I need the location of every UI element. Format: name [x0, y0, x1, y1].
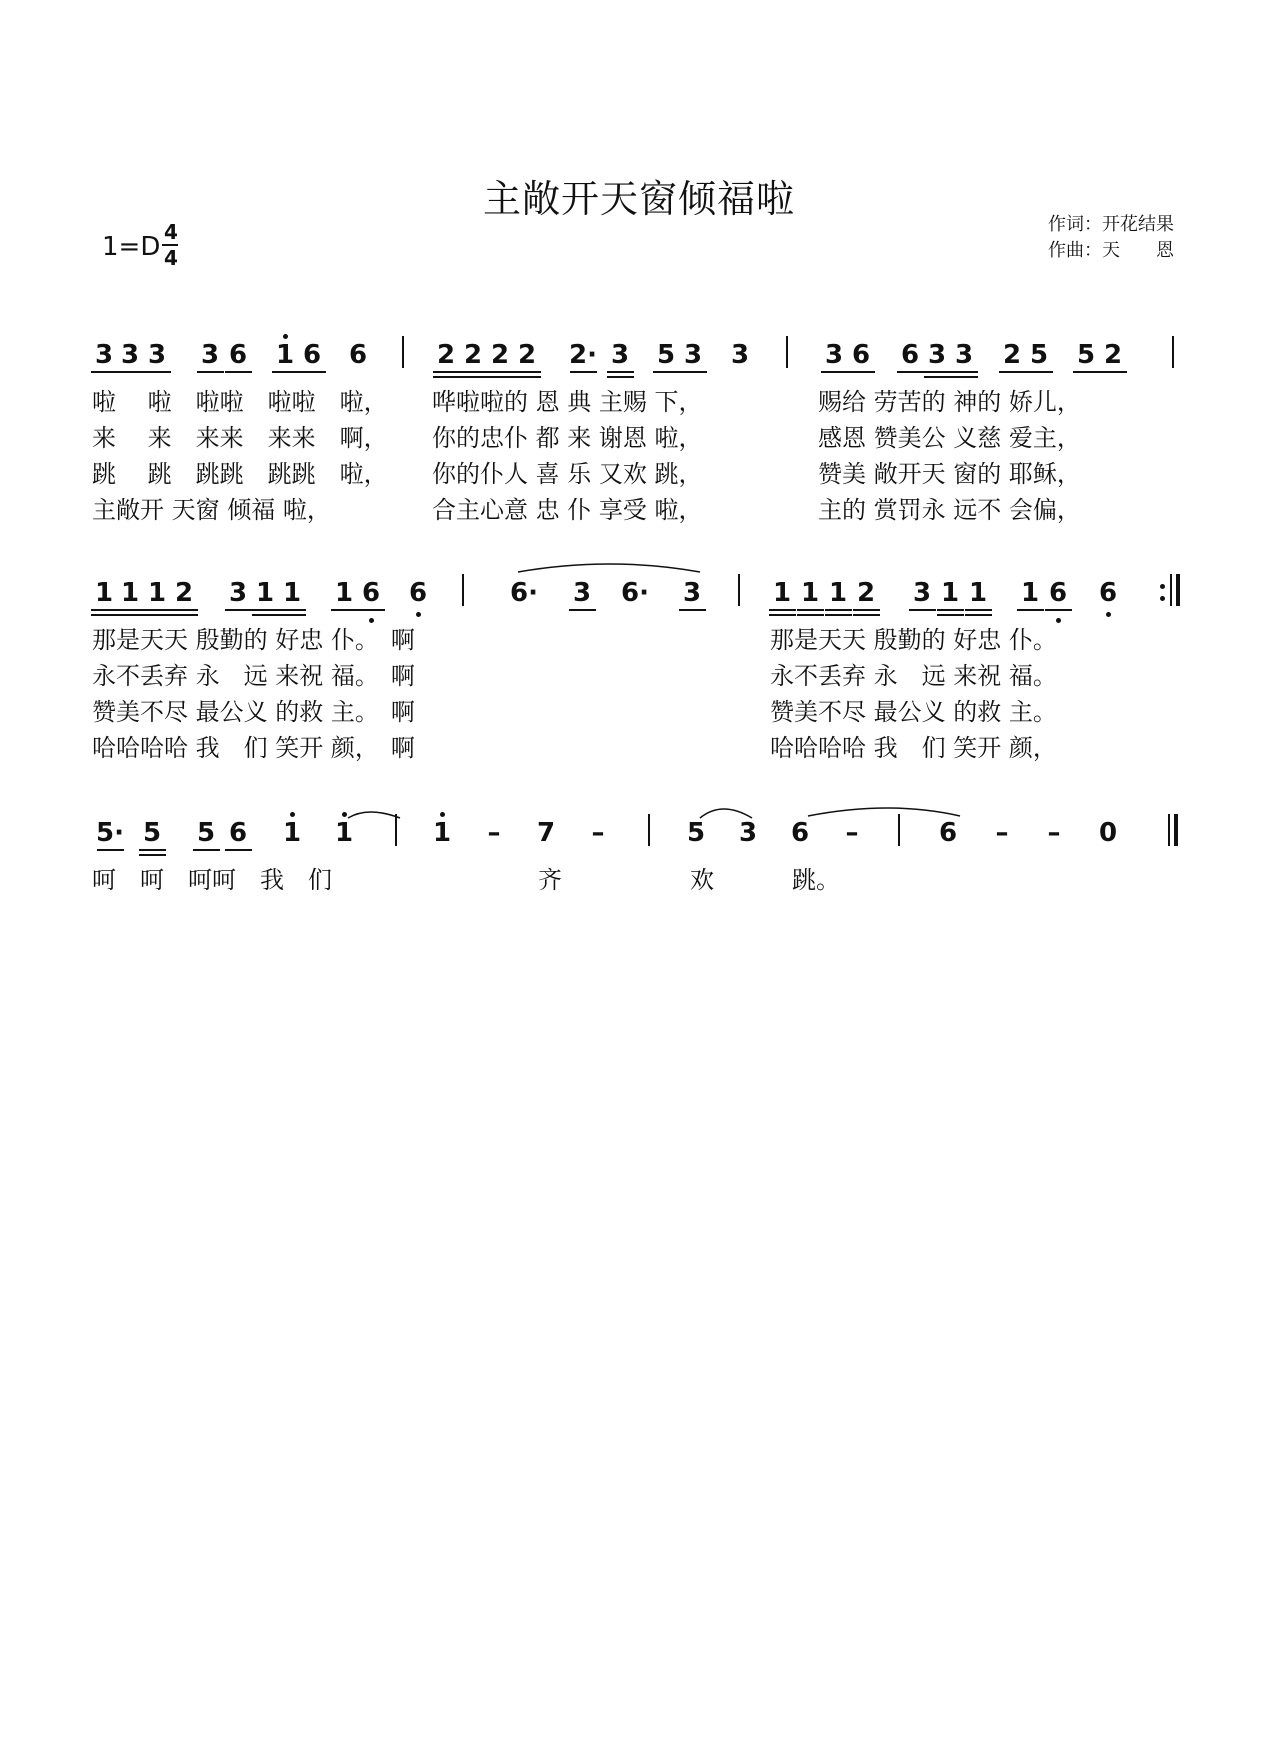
- lyric-segment: 哈哈哈哈 我 们 笑开 颜，: [770, 734, 1057, 762]
- note: 6: [851, 340, 871, 370]
- note: 1: [275, 340, 295, 370]
- note: –: [487, 818, 501, 848]
- note: 6: [1048, 578, 1068, 608]
- lyric-segment: 那是天天 殷勤的 好忠 仆。 啊: [92, 626, 415, 654]
- lyric-segment: 永不丢弃 永 远 来祝 福。: [770, 662, 1057, 690]
- note: 1: [940, 578, 960, 608]
- note: 2: [1103, 340, 1123, 370]
- note: 3: [912, 578, 932, 608]
- note: 1: [94, 578, 114, 608]
- note: 5: [656, 340, 676, 370]
- note: 6: [790, 818, 810, 848]
- note: 2: [463, 340, 483, 370]
- note: 0: [1098, 818, 1118, 848]
- lyric-segment: 来 来 来来 来来 啊，: [92, 424, 388, 452]
- note: 3: [572, 578, 592, 608]
- note: 2: [1002, 340, 1022, 370]
- note: 6: [228, 340, 248, 370]
- lyric-segment: 赞美不尽 最公义 的救 主。 啊: [92, 698, 415, 726]
- note: 6: [938, 818, 958, 848]
- song-title: 主敞开天窗倾福啦: [482, 177, 795, 221]
- note: 3: [824, 340, 844, 370]
- note: 1: [772, 578, 792, 608]
- note: 5: [1076, 340, 1096, 370]
- note: 3: [682, 578, 702, 608]
- lyric-segment: 齐: [538, 866, 562, 894]
- note: 3: [147, 340, 167, 370]
- note: 6: [228, 818, 248, 848]
- lyric-segment: 赞美 敞开天 窗的 耶稣，: [818, 460, 1081, 488]
- note: –: [591, 818, 605, 848]
- note: 3: [730, 340, 750, 370]
- note: 5: [686, 818, 706, 848]
- note: –: [1047, 818, 1061, 848]
- composer-credit: 作曲：天 恩: [1048, 240, 1174, 261]
- note: 1: [1020, 578, 1040, 608]
- note: 5·: [96, 818, 124, 848]
- note: 3: [200, 340, 220, 370]
- note: 1: [828, 578, 848, 608]
- lyric-segment: 你的仆人 喜 乐 又欢 跳，: [432, 460, 703, 488]
- key-signature: 1=D: [102, 232, 161, 262]
- note: 1: [432, 818, 452, 848]
- lyric-segment: 赐给 劳苦的 神的 娇儿，: [818, 388, 1081, 416]
- note: 3: [228, 578, 248, 608]
- note: 1: [255, 578, 275, 608]
- note: 3: [94, 340, 114, 370]
- slur: [808, 808, 960, 816]
- lyric-segment: 主敞开 天窗 倾福 啦，: [92, 496, 331, 524]
- note: 6·: [621, 578, 649, 608]
- note: 2: [856, 578, 876, 608]
- note: 6: [408, 578, 428, 608]
- note: 6: [302, 340, 322, 370]
- note: 6: [1098, 578, 1118, 608]
- note: 1: [334, 578, 354, 608]
- note: 5: [1029, 340, 1049, 370]
- lyric-segment: 永不丢弃 永 远 来祝 福。 啊: [92, 662, 415, 690]
- slur: [700, 809, 752, 818]
- lyric-segment: 合主心意 忠 仆 享受 啦，: [432, 496, 703, 524]
- lyric-segment: 你的忠仆 都 来 谢恩 啦，: [432, 424, 703, 452]
- note: 6: [348, 340, 368, 370]
- note: 2·: [569, 340, 597, 370]
- note: 3: [927, 340, 947, 370]
- lyric-segment: 赞美不尽 最公义 的救 主。: [770, 698, 1057, 726]
- note: –: [845, 818, 859, 848]
- lyric-segment: 欢: [690, 866, 714, 894]
- lyric-segment: 跳 跳 跳跳 跳跳 啦，: [92, 460, 388, 488]
- lyricist-credit: 作词：开花结果: [1048, 214, 1174, 235]
- note: 1: [147, 578, 167, 608]
- note: 3: [683, 340, 703, 370]
- slur: [348, 812, 400, 818]
- note: 5: [142, 818, 162, 848]
- lyric-segment: 主的 赏罚永 远不 会偏，: [818, 496, 1081, 524]
- note: 1: [968, 578, 988, 608]
- lyric-segment: 哗啦啦的 恩 典 主赐 下，: [432, 388, 703, 416]
- note: 3: [610, 340, 630, 370]
- note: 2: [174, 578, 194, 608]
- note: 1: [120, 578, 140, 608]
- note: 6: [361, 578, 381, 608]
- note: 2: [517, 340, 537, 370]
- note: 3: [738, 818, 758, 848]
- note: 1: [334, 818, 354, 848]
- note: 7: [536, 818, 556, 848]
- note: –: [995, 818, 1009, 848]
- note: 6: [900, 340, 920, 370]
- lyric-segment: 感恩 赞美公 义慈 爱主，: [818, 424, 1081, 452]
- slur: [518, 564, 700, 572]
- time-signature-top: 4: [164, 220, 178, 244]
- note: 6·: [510, 578, 538, 608]
- note: 1: [282, 578, 302, 608]
- note: 2: [490, 340, 510, 370]
- note: 3: [954, 340, 974, 370]
- lyric-segment: 哈哈哈哈 我 们 笑开 颜， 啊: [92, 734, 415, 762]
- lyric-segment: 那是天天 殷勤的 好忠 仆。: [770, 626, 1057, 654]
- lyric-segment: 啦 啦 啦啦 啦啦 啦，: [92, 388, 388, 416]
- note: 1: [800, 578, 820, 608]
- note: 2: [436, 340, 456, 370]
- lyric-segment: 跳。: [792, 866, 840, 894]
- note: 5: [196, 818, 216, 848]
- lyric-segment: 呵 呵 呵呵 我 们: [92, 866, 332, 894]
- time-signature-bottom: 4: [164, 246, 178, 270]
- note: 1: [282, 818, 302, 848]
- note: 3: [120, 340, 140, 370]
